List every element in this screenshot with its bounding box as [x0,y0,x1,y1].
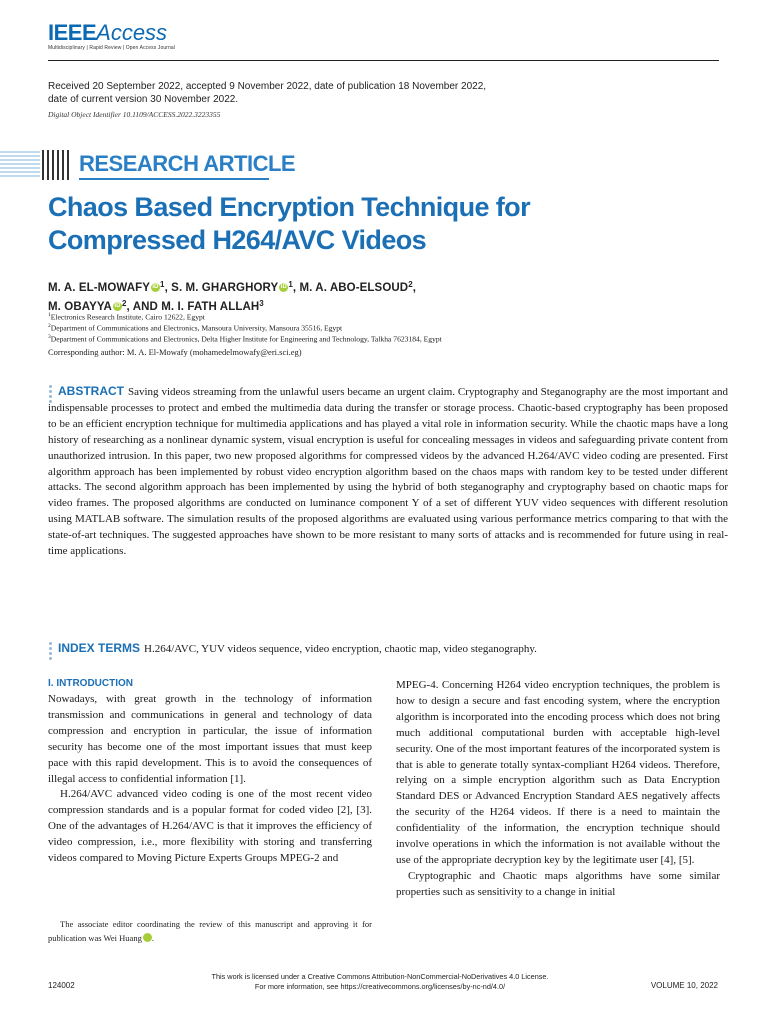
affiliation-number: 2 [48,323,51,330]
affiliation-marker: 2 [408,280,413,289]
title-line-1: Chaos Based Encryption Technique for [48,192,530,222]
orcid-icon[interactable]: iD [114,303,121,309]
affiliation-marker: 1 [288,280,293,289]
author-name: , S. M. GHARGHORY [164,282,279,294]
doi[interactable]: Digital Object Identifier 10.1109/ACCESS.2022.3223355 [48,110,221,119]
corresponding-author: Corresponding author: M. A. El-Mowafy (mohamedelmowafy@eri.sci.eg) [48,347,302,357]
abstract-text: Saving videos streaming from the unlawful users became an urgent claim. Cryptography and Steganography are the most important and indispensable processes to protect and embed the multimedia data during the transfer or storage process. Chaotic-based cryptography has been proposed to be an efficient encryption technique for multimedia applications and has played a vital role in information security. While the chaotic maps have a long history of researching as a nonlinear dynamic system, visual encryption is useful for concealing messages in videos and safeguarding private content from unauthorized intrusion. In this paper, two new proposed algorithms for compressed videos by the advanced H.264/AVC video coding are presented. First algorithm approach has been implemented by robust video encryption algorithm based on the chaos maps with random key to be tested under different attacks. The second algorithm approach has been implemented by using the hybrid of both steganography and cryptography based on chaotic maps for video frames. The proposed algorithms are conducted on luminance component Y of a set of different YUV video sequences with different resolution using MATLAB software. The simulation results of the proposed algorithms are evaluated using various performance metrics comparing to that with the state-of-art techniques. The suggested approaches have shown to be more resistant to many sorts of attacks and is recommended for future using in real-time applications. [48,386,728,558]
index-terms-label: INDEX TERMS [58,641,141,655]
title-line-2: Compressed H264/AVC Videos [48,225,427,255]
left-column [48,678,372,867]
affiliation-item [48,311,728,322]
affiliation-item [48,322,728,333]
license-line: This work is licensed under a Creative Commons Attribution-NonCommercial-NoDerivatives 4.0 License. [211,972,549,981]
affiliation-marker: 2 [121,299,127,308]
journal-tagline: Multidisciplinary | Rapid Review | Open Access Journal [48,45,175,51]
affiliation-item [48,333,728,344]
author-name: M. OBAYYA [48,301,112,313]
affiliation-text: Electronics Research Institute, Cairo 12622, Egypt [50,312,205,322]
banner-stripes-decoration [0,150,40,180]
author-name: , AND M. I. FATH ALLAH [126,301,260,313]
affiliation-text: Department of Communications and Electronics, Delta Higher Institute for Engineering and Technology, Talkha 7623184, Egypt [50,334,442,344]
author-name: M. A. EL-MOWAFY [48,282,151,294]
page-number: 124002 [48,981,75,990]
volume-label: VOLUME 10, 2022 [650,981,718,990]
section-heading: I. INTRODUCTION [48,678,133,689]
article-type-underline [79,178,269,180]
author-name: , M. A. ABO-ELSOUD [292,282,409,294]
paper-title [48,191,688,257]
header-divider [48,60,719,61]
license-link[interactable]: For more information, see https://creativecommons.org/licenses/by-nc-nd/4.0/ [254,982,506,991]
affiliations [48,311,728,344]
paragraph: MPEG-4. Concerning H264 video encryption techniques, the problem is how to design a secure and fast encoding system, where the encryption algorithm is incorporated into the encoding process which does not bring much additional computational burden with acceptable high-level security. One of the most important features of the incorporated system is that is able to generate totally syntax-compliant H264 videos. Therefore, relying on a simple encryption algorithm such as Data Encryption Standard DES or Advanced Encryption Standard AES negatively affects the security of the H264 videos. If there is a need to maintain the confidentiality of the information, the encryption technique should involve operations in which the information is not available without the use of the appropriate decryption key by the legitimate user [4], [5]. [396,679,720,866]
orcid-icon[interactable]: iD [143,933,152,942]
affiliation-marker: 1 [160,280,165,289]
journal-logo [48,22,167,44]
license-notice [160,972,600,992]
affiliation-marker: 3 [259,299,264,308]
affiliation-text: Department of Communications and Electronics, Mansoura University, Mansoura 35516, Egypt [50,323,343,333]
journal-brand: IEEE [48,20,97,45]
editor-footnote: The associate editor coordinating the review of this manuscript and approving it for publication was Wei Huang iD. [48,919,372,943]
paragraph: Cryptographic and Chaotic maps algorithms have some similar properties such as sensitivity to a change in initial [396,869,720,898]
orcid-icon[interactable]: iD [280,284,287,290]
abstract-label: ABSTRACT [58,384,124,398]
publication-dates: Received 20 September 2022, accepted 9 November 2022, date of publication 18 November 2022, date of current version 30 November 2022. [48,81,487,105]
author-list [48,277,728,315]
affiliation-number: 3 [48,334,51,341]
paragraph: H.264/AVC advanced video coding is one of the most recent video compression standards and is a popular format for coded video [2], [3]. One of the advantages of H.264/AVC is that it improves the efficiency of video compression, i.e., more flexibility with storing and transferring videos compared to Moving Picture Experts Groups MPEG-2 and [48,788,372,865]
banner-bars-decoration [40,150,72,180]
orcid-icon[interactable]: iD [152,284,159,290]
abstract [48,384,728,560]
index-terms-text: H.264/AVC, YUV videos sequence, video encryption, chaotic map, video steganography. [144,643,537,655]
index-terms [48,641,728,657]
affiliation-number: 1 [48,312,51,318]
author-separator: , [412,282,417,294]
article-type-label: RESEARCH ARTICLE [79,151,296,176]
paragraph: Nowadays, with great growth in the technology of information transmission and communications in general and technology of data compression and encryption in particular, the issue of information security has become one of the most important issues that must keep pace with this rapid development. This is to avoid the consequences of illegal access to confidential information [1]. [48,693,372,785]
journal-name: Access [96,20,168,45]
footnote-text: The associate editor coordinating the review of this manuscript and approving it for publication was Wei Huang [48,919,372,943]
right-column [396,678,720,901]
